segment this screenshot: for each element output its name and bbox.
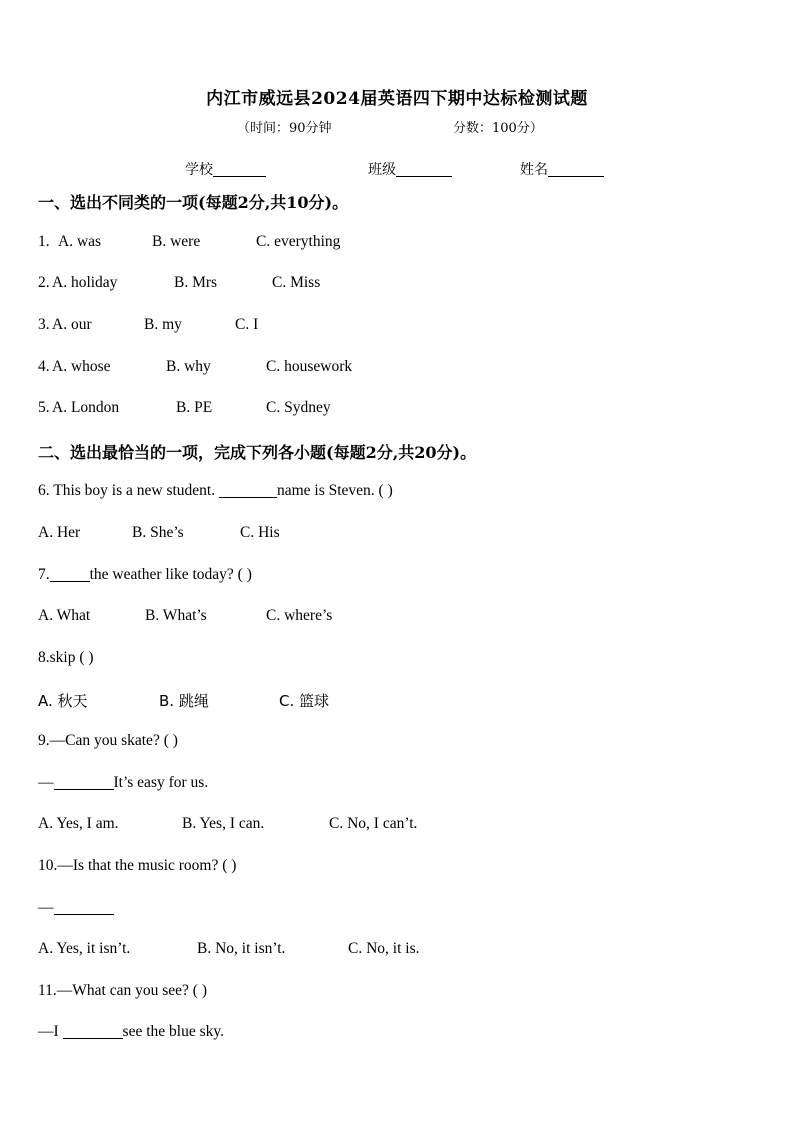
q10-blank[interactable] [54,900,114,915]
q7-option-b: B. What’s [145,607,207,624]
q11-stem: 11.—What can you see? ( ) [38,982,207,999]
question-3 [38,316,738,340]
q11-reply-start: —I [38,1023,63,1040]
question-10 [38,857,738,881]
q6-blank[interactable] [219,483,277,498]
q10-stem: 10.—Is that the music room? ( ) [38,857,237,874]
q8-option-b: B. 跳绳 [159,692,209,710]
question-10-options [38,940,738,964]
q4-option-a: A. whose [52,358,111,375]
q2-option-b: B. Mrs [174,274,218,291]
q10-dash: — [38,899,54,916]
question-6-options [38,524,738,548]
question-11-reply [38,1023,738,1047]
q7-blank[interactable] [50,567,90,582]
class-label: 班级 [368,162,396,178]
class-field [368,159,452,179]
q8-stem: 8.skip ( ) [38,649,94,666]
q6-stem-start: 6. This boy is a new student. [38,482,219,499]
q7-option-a: A. What [38,607,91,624]
question-9-reply [38,774,738,798]
q4-num: 4. [38,358,50,375]
q7-option-c: C. where’s [266,607,333,624]
q9-option-b: B. Yes, I can. [182,815,265,832]
q9-stem: 9.—Can you skate? ( ) [38,732,178,749]
q3-option-b: B. my [144,316,182,333]
q9-option-c: C. No, I can’t. [329,815,418,832]
question-10-reply [38,899,738,923]
q4-option-c: C. housework [266,358,353,375]
q5-num: 5. [38,399,50,416]
q4-option-b: B. why [166,358,211,375]
q7-stem-end: the weather like today? ( ) [89,566,252,583]
name-blank[interactable] [548,162,604,177]
question-8-options [38,690,738,714]
q2-option-a: A. holiday [52,274,118,291]
school-label: 学校 [185,162,213,178]
question-2 [38,274,738,298]
section1-heading: 一、选出不同类的一项(每题2分,共10分)。 [38,193,349,212]
q3-num: 3. [38,316,50,333]
question-1 [38,233,738,257]
q10-option-c: C. No, it is. [348,940,420,957]
q5-option-b: B. PE [176,399,213,416]
q2-option-c: C. Miss [272,274,321,291]
q6-stem-end: name is Steven. ( ) [276,482,393,499]
q1-option-c: C. everything [256,233,341,250]
q5-option-c: C. Sydney [266,399,331,416]
q1-num: 1. [38,233,50,250]
exam-time: （时间：90分钟 [237,121,332,136]
q6-option-b: B. She’s [132,524,184,541]
q10-option-a: A. Yes, it isn’t. [38,940,131,957]
question-6 [38,482,738,506]
q7-num: 7. [38,566,50,583]
question-8 [38,649,738,673]
question-5 [38,399,738,423]
q11-blank[interactable] [63,1024,123,1039]
name-label: 姓名 [520,162,548,178]
q9-reply-end: It’s easy for us. [113,774,209,791]
question-9-options [38,815,738,839]
q9-dash: — [38,774,54,791]
q9-option-a: A. Yes, I am. [38,815,119,832]
school-blank[interactable] [213,162,266,177]
q8-option-c: C. 篮球 [279,692,330,710]
question-11 [38,982,738,1006]
name-field [520,159,604,179]
question-7-options [38,607,738,631]
q2-num: 2. [38,274,50,291]
q10-option-b: B. No, it isn’t. [197,940,286,957]
q1-option-a: A. was [58,233,102,250]
question-7 [38,566,738,590]
q8-option-a: A. 秋天 [38,692,88,710]
q5-option-a: A. London [52,399,120,416]
exam-title: 内江市威远县2024届英语四下期中达标检测试题 [206,89,588,109]
q3-option-c: C. I [235,316,259,333]
q1-option-b: B. were [152,233,201,250]
class-blank[interactable] [396,162,452,177]
question-4 [38,358,738,382]
question-9 [38,732,738,756]
exam-score: 分数：100分） [453,121,543,136]
section2-heading: 二、选出最恰当的一项，完成下列各小题(每题2分,共20分)。 [38,443,477,462]
q6-option-a: A. Her [38,524,81,541]
school-field [185,159,266,179]
q3-option-a: A. our [52,316,92,333]
q6-option-c: C. His [240,524,280,541]
q11-reply-end: see the blue sky. [122,1023,224,1040]
q9-blank[interactable] [54,775,114,790]
